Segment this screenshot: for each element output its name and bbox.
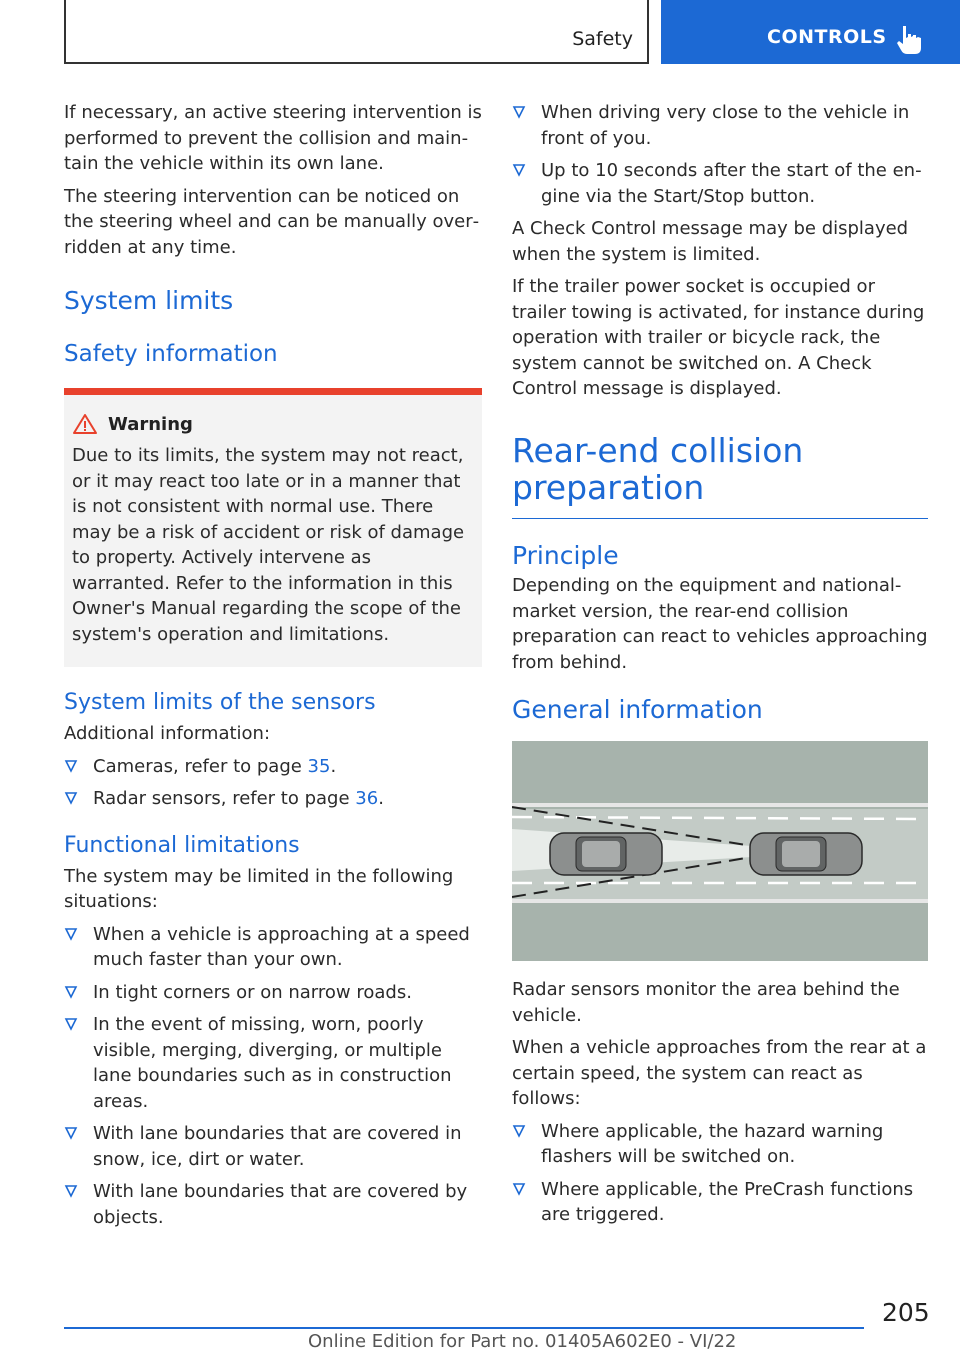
radar-paragraph: Radar sensors monitor the area behind the vehicle. — [512, 979, 900, 1026]
section-divider — [512, 518, 928, 520]
warning-title: Warning — [108, 413, 193, 435]
approach-paragraph: When a vehicle approaches from the rear at a certain speed, the system can react as follows: — [512, 1037, 927, 1109]
list-item: With lane boundaries that are covered in snow, ice, dirt or water. — [64, 1121, 482, 1172]
page-number: 205 — [882, 1298, 930, 1327]
triangle-bullet-icon — [64, 758, 78, 774]
footer-divider — [64, 1327, 864, 1329]
list-item: Up to 10 seconds after the start of the engine via the Start/Stop button. — [512, 158, 930, 209]
functional-intro-text: The system may be limited in the following situations: — [64, 865, 454, 912]
left-column — [64, 100, 482, 1237]
sensor-list — [64, 754, 482, 812]
warning-title-row — [72, 413, 474, 435]
list-item: Cameras, refer to page 35. — [64, 754, 482, 780]
rear-end-collision-illustration — [512, 741, 928, 961]
list-item: With lane boundaries that are covered by objects. — [64, 1179, 482, 1230]
reaction-list — [512, 1119, 930, 1228]
header-chapter-tab[interactable] — [661, 0, 960, 64]
principle-heading: Principle — [512, 541, 619, 570]
header-section-title: Safety — [572, 28, 633, 50]
triangle-bullet-icon — [512, 104, 526, 120]
warning-triangle-icon — [72, 413, 98, 435]
page-link-35[interactable]: 35 — [307, 755, 331, 777]
list-item: In tight corners or on narrow roads. — [64, 980, 482, 1006]
triangle-bullet-icon — [64, 1183, 78, 1199]
footer-edition-text: Online Edition for Part no. 01405A602E0 - VI/22 — [308, 1331, 737, 1352]
triangle-bullet-icon — [512, 1123, 526, 1139]
list-item: When a vehicle is approaching at a speed much faster than your own. — [64, 922, 482, 973]
trailer-paragraph: If the trailer power socket is occupied or trailer towing is activated, for instance during operation with trailer or bicycle rack, the system cannot be switched on. A Check Control message is displayed. — [512, 276, 925, 399]
pointing-hand-icon — [894, 24, 924, 56]
rear-car — [550, 833, 662, 875]
sensors-limits-heading: System limits of the sensors — [64, 690, 376, 715]
warning-text: Due to its limits, the system may not react, or it may react too late or in a manner that is not consistent with normal use. There may be a risk of accident or risk of damage to property. Actively intervene as warranted. Refer to the information in this Owner's Manual regarding the scope of the system's operation and limitations. — [72, 445, 465, 645]
limitation-continuation-list — [512, 100, 930, 209]
safety-information-heading: Safety information — [64, 341, 278, 367]
intro-paragraph-1: If necessary, an active steering intervention is performed to prevent the collision and maintain the vehicle within its own lane. — [64, 102, 482, 174]
road-radar-illustration — [512, 741, 928, 961]
right-column — [512, 100, 930, 1235]
additional-info-text: Additional information: — [64, 723, 271, 744]
system-limits-heading: System limits — [64, 286, 234, 315]
page-link-36[interactable]: 36 — [355, 788, 379, 809]
triangle-bullet-icon — [64, 984, 78, 1000]
rear-end-heading: Rear-end collision preparation — [512, 430, 804, 507]
triangle-bullet-icon — [64, 1016, 78, 1032]
triangle-bullet-icon — [64, 926, 78, 942]
functional-limitations-heading: Functional limitations — [64, 832, 300, 858]
check-control-paragraph: A Check Control message may be displayed when the system is limited. — [512, 218, 909, 265]
list-item: Radar sensors, refer to page 36. — [64, 786, 482, 812]
triangle-bullet-icon — [512, 162, 526, 178]
triangle-bullet-icon — [64, 1125, 78, 1141]
general-information-heading: General information — [512, 695, 763, 724]
principle-text: Depending on the equipment and national-market version, the rear-end collision preparation can react to vehicles approaching from behind. — [512, 575, 928, 673]
list-item: Where applicable, the PreCrash functions are triggered. — [512, 1177, 930, 1228]
front-car — [750, 833, 862, 875]
header-chapter-title: CONTROLS — [767, 26, 887, 48]
triangle-bullet-icon — [64, 790, 78, 806]
functional-list — [64, 922, 482, 1231]
header-section-box — [64, 0, 649, 64]
list-item: When driving very close to the vehicle in front of you. — [512, 100, 930, 151]
list-item: In the event of missing, worn, poorly visible, merging, diverging, or multiple lane boundaries such as in construction areas. — [64, 1012, 482, 1114]
triangle-bullet-icon — [512, 1181, 526, 1197]
list-item: Where applicable, the hazard warning flashers will be switched on. — [512, 1119, 930, 1170]
intro-paragraph-2: The steering intervention can be noticed on the steering wheel and can be manually overridden at any time. — [64, 185, 480, 258]
warning-box — [64, 388, 482, 667]
